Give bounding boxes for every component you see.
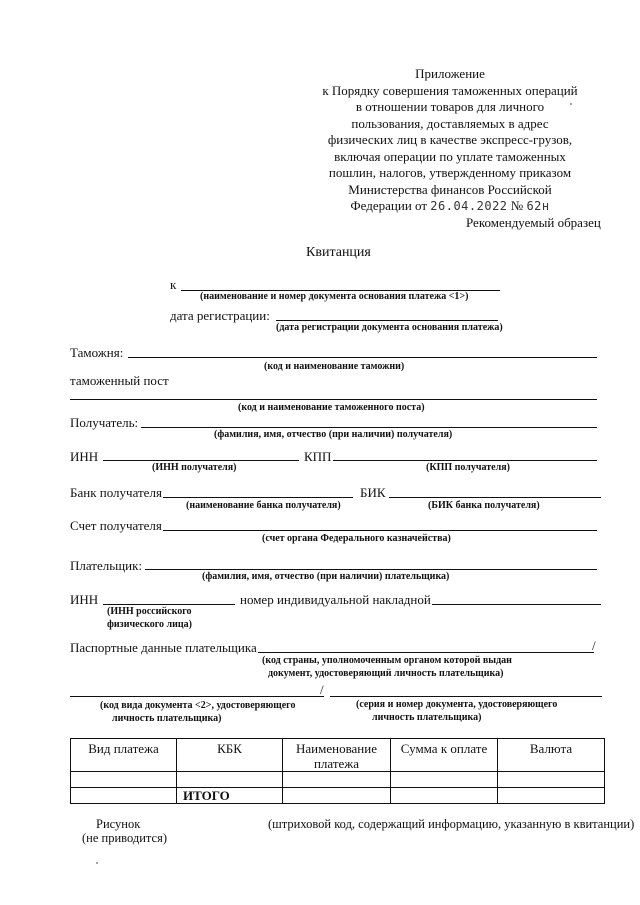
table-row: [71, 772, 605, 788]
passport-caption-2: документ, удостоверяющий личность плательщика): [268, 668, 504, 679]
kpp-field-line[interactable]: [333, 460, 597, 461]
header-payment-type: Вид платежа: [71, 739, 177, 772]
cell-amount[interactable]: [391, 772, 498, 788]
payer-inn-caption-1: (ИНН российского: [107, 606, 192, 617]
bik-field-line[interactable]: [389, 497, 601, 498]
regdate-label: дата регистрации:: [170, 308, 270, 323]
appendix-line: в отношении товаров для личного: [355, 99, 545, 114]
appendix-line: Приложение: [415, 66, 485, 81]
account-field-line[interactable]: [163, 530, 597, 531]
payer-inn-caption-2: физического лица): [107, 619, 192, 630]
recipient-caption: (фамилия, имя, отчество (при наличии) получателя): [214, 429, 453, 440]
payment-table: [70, 738, 605, 804]
payer-label: Плательщик:: [70, 558, 143, 573]
appendix-block: [300, 66, 600, 215]
order-date: 26.04.2022: [430, 199, 508, 213]
appendix-order-line: [300, 198, 600, 215]
cell-total-empty: [71, 788, 177, 804]
inn-field-line[interactable]: [103, 460, 299, 461]
table-total-row: [71, 788, 605, 804]
scan-speck: [570, 103, 572, 105]
doc-type-caption-1: (код вида документа <2>, удостоверяющего: [100, 700, 296, 711]
appendix-line: к Порядку совершения таможенных операций: [322, 82, 578, 98]
appendix-order-prefix: Федерации от: [350, 198, 428, 213]
appendix-line: включая операции по уплате таможенных: [334, 148, 566, 164]
cell-payment-type[interactable]: [71, 772, 177, 788]
doc-number-field-line[interactable]: [330, 696, 602, 697]
cell-kbk[interactable]: [177, 772, 283, 788]
number-sign: №: [510, 198, 524, 213]
receipt-title: Квитанция: [306, 245, 371, 260]
customs-caption: (код и наименование таможни): [264, 361, 405, 372]
header-currency: Валюта: [498, 739, 605, 772]
recommended-sample-label: Рекомендуемый образец: [466, 215, 601, 230]
inn-caption: (ИНН получателя): [152, 462, 237, 473]
doc-slash: /: [320, 682, 324, 697]
inn-label: ИНН: [70, 449, 99, 464]
cell-total-name: [283, 788, 391, 804]
customs-post-caption: (код и наименование таможенного поста): [238, 402, 425, 413]
payer-caption: (фамилия, имя, отчество (при наличии) плательщика): [202, 571, 450, 582]
doc-number-caption-1: (серия и номер документа, удостоверяющего: [356, 699, 558, 710]
passport-slash: /: [592, 638, 596, 653]
figure-label: Рисунок: [96, 817, 141, 831]
cell-total-amount[interactable]: [391, 788, 498, 804]
recipient-field-line[interactable]: [141, 427, 597, 428]
figure-note: (не приводится): [82, 831, 167, 845]
kpp-caption: (КПП получателя): [426, 462, 510, 473]
cell-currency[interactable]: [498, 772, 605, 788]
account-caption: (счет органа Федерального казначейства): [262, 533, 451, 544]
barcode-caption: (штриховой код, содержащий информацию, указанную в квитанции): [268, 817, 635, 831]
appendix-line: пошлин, налогов, утвержденному приказом: [328, 165, 572, 180]
customs-post-label: таможенный пост: [70, 373, 169, 388]
total-label: ИТОГО: [177, 788, 283, 804]
appendix-line: Министерства финансов Российской: [348, 181, 552, 197]
account-label: Счет получателя: [70, 518, 162, 533]
regdate-caption: (дата регистрации документа основания платежа): [276, 322, 503, 333]
appendix-line: пользования, доставляемых в адрес: [351, 115, 549, 131]
customs-label: Таможня:: [70, 345, 124, 360]
bank-field-line[interactable]: [163, 497, 353, 498]
passport-caption-1: (код страны, уполномоченным органом которой выдан: [262, 655, 512, 666]
invoice-field-line[interactable]: [432, 604, 601, 605]
appendix-line: физических лиц в качестве экспресс-грузов,: [327, 132, 573, 147]
scan-speck: [96, 862, 98, 864]
doc-number-caption-2: личность плательщика): [372, 712, 482, 723]
header-amount: Сумма к оплате: [391, 739, 498, 772]
cell-total-currency[interactable]: [498, 788, 605, 804]
invoice-label: номер индивидуальной накладной: [240, 592, 431, 607]
k-caption: (наименование и номер документа основания платежа <1>): [200, 291, 469, 302]
table-header-row: [71, 739, 605, 772]
customs-post-field-line[interactable]: [70, 399, 597, 400]
kpp-label: КПП: [304, 449, 332, 464]
order-number: 62н: [526, 199, 550, 213]
recipient-label: Получатель:: [70, 415, 139, 430]
header-payment-name: Наименование платежа: [283, 739, 391, 772]
passport-field-line[interactable]: [258, 652, 594, 653]
payer-inn-label: ИНН: [70, 592, 99, 607]
bank-label: Банк получателя: [70, 485, 162, 500]
customs-field-line[interactable]: [128, 357, 597, 358]
bik-label: БИК: [360, 485, 386, 500]
payer-field-line[interactable]: [145, 569, 597, 570]
regdate-field-line[interactable]: [276, 320, 498, 321]
doc-type-field-line[interactable]: [70, 696, 324, 697]
payer-inn-field-line[interactable]: [103, 604, 235, 605]
passport-label: Паспортные данные плательщика: [70, 640, 257, 655]
doc-type-caption-2: личность плательщика): [112, 713, 222, 724]
bik-caption: (БИК банка получателя): [428, 500, 540, 511]
k-label: к: [170, 277, 177, 292]
cell-payment-name[interactable]: [283, 772, 391, 788]
bank-caption: (наименование банка получателя): [186, 500, 341, 511]
header-kbk: КБК: [177, 739, 283, 772]
